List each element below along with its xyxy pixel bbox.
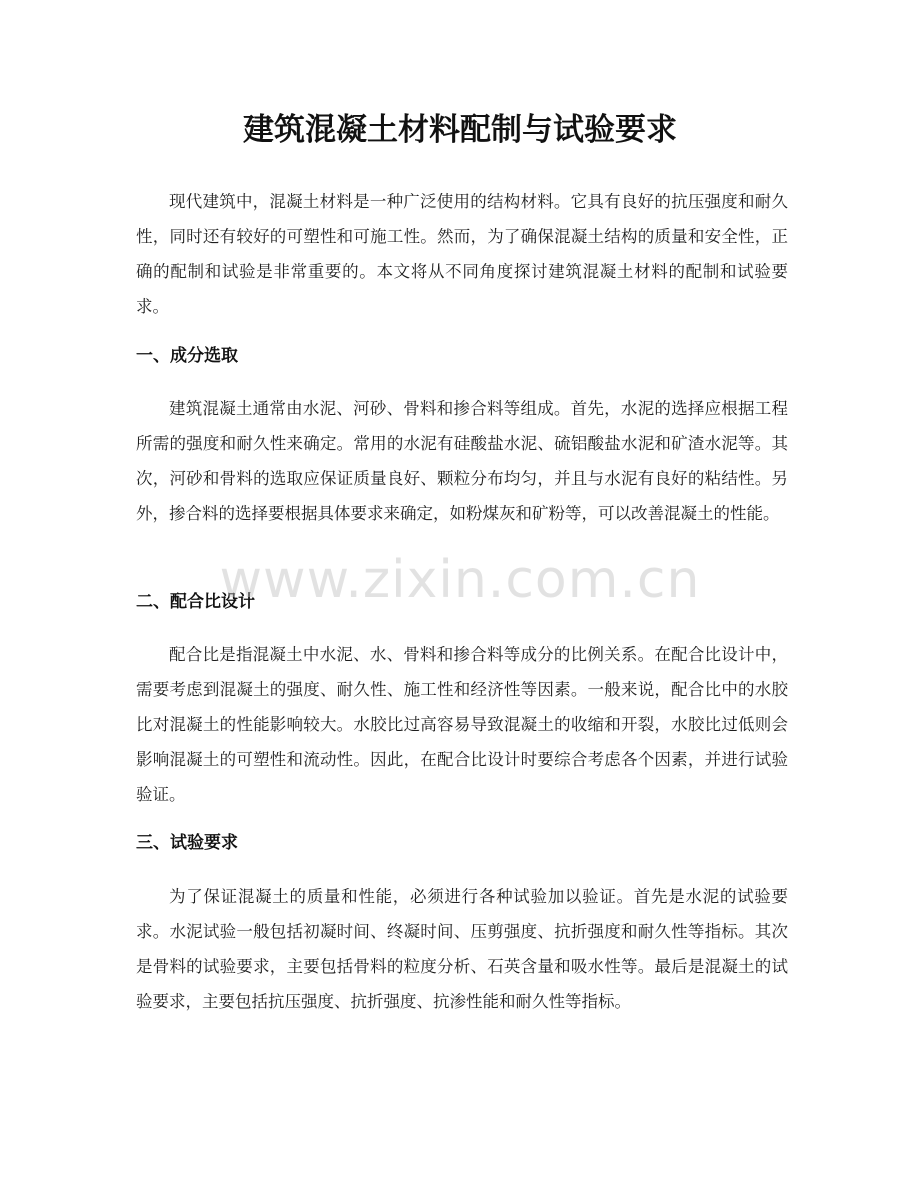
- document-title: 建筑混凝土材料配制与试验要求: [243, 112, 677, 148]
- intro-section: [136, 184, 788, 324]
- section-mix-design: [136, 637, 788, 812]
- section-body-ingredients: 建筑混凝土通常由水泥、河砂、骨料和掺合料等组成。首先，水泥的选择应根据工程所需的强度和耐久性来确定。常用的水泥有硅酸盐水泥、硫铝酸盐水泥和矿渣水泥等。其次，河砂和骨料的选取应保证质量良好、颗粒分布均匀，并且与水泥有良好的粘结性。另外，掺合料的选择要根据具体要求来确定，如粉煤灰和矿粉等，可以改善混凝土的性能。: [136, 399, 788, 523]
- section-heading-testing: 三、试验要求: [136, 833, 238, 853]
- section-body-testing: 为了保证混凝土的质量和性能，必须进行各种试验加以验证。首先是水泥的试验要求。水泥试验一般包括初凝时间、终凝时间、压剪强度、抗折强度和耐久性等指标。其次是骨料的试验要求，主要包括骨料的粒度分析、石英含量和吸水性等。最后是混凝土的试验要求，主要包括抗压强度、抗折强度、抗渗性能和耐久性等指标。: [136, 887, 788, 1011]
- section-ingredients: [136, 391, 788, 531]
- section-heading-mix-design: 二、配合比设计: [136, 592, 255, 612]
- watermark: www.zixin.com.cn: [219, 550, 701, 610]
- intro-paragraph: 现代建筑中，混凝土材料是一种广泛使用的结构材料。它具有良好的抗压强度和耐久性，同时还有较好的可塑性和可施工性。然而，为了确保混凝土结构的质量和安全性，正确的配制和试验是非常重要的。本文将从不同角度探讨建筑混凝土材料的配制和试验要求。: [136, 192, 788, 316]
- section-body-mix-design: 配合比是指混凝土中水泥、水、骨料和掺合料等成分的比例关系。在配合比设计中，需要考虑到混凝土的强度、耐久性、施工性和经济性等因素。一般来说，配合比中的水胶比对混凝土的性能影响较大。水胶比过高容易导致混凝土的收缩和开裂，水胶比过低则会影响混凝土的可塑性和流动性。因此，在配合比设计时要综合考虑各个因素，并进行试验验证。: [136, 645, 788, 804]
- section-heading-ingredients: 一、成分选取: [136, 346, 238, 366]
- section-testing: [136, 879, 788, 1019]
